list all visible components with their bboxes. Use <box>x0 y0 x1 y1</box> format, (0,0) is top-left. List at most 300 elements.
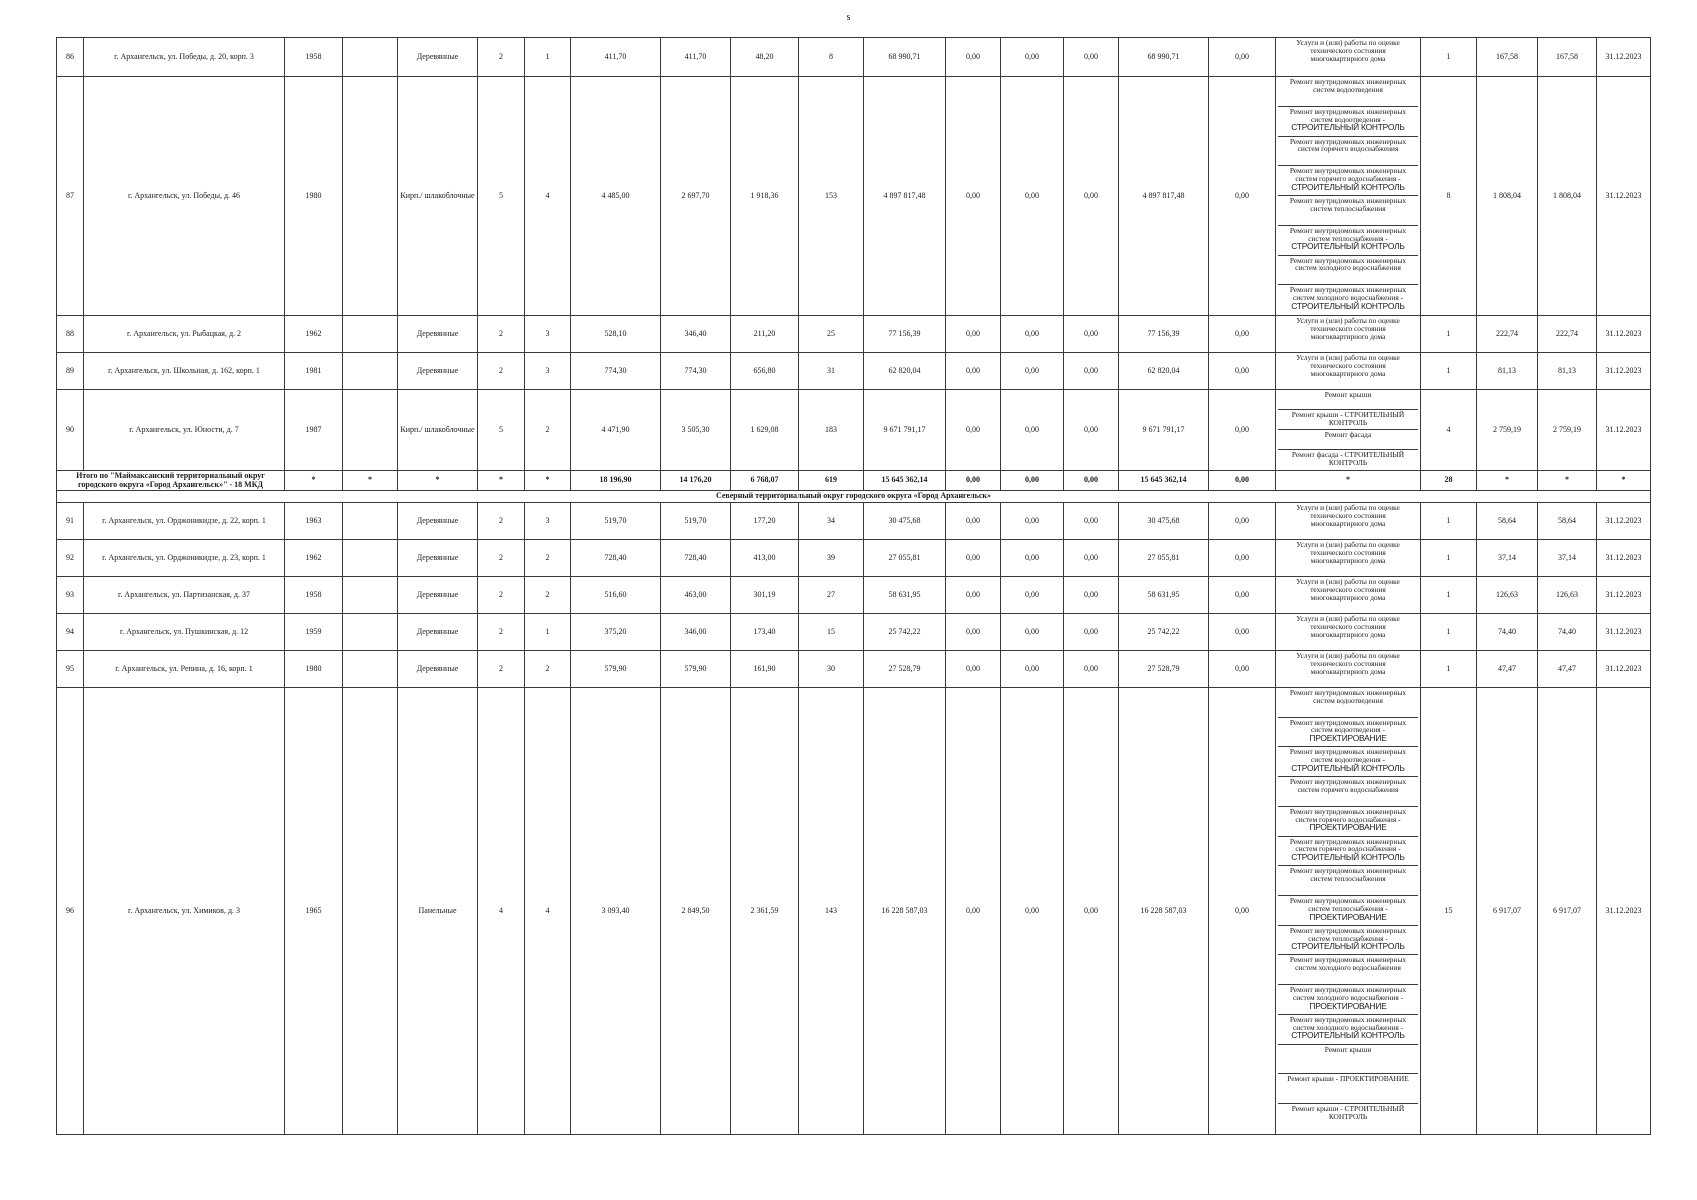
completion-date: 31.12.2023 <box>1597 577 1651 614</box>
completion-date: 31.12.2023 <box>1597 38 1651 77</box>
row-number: 89 <box>57 353 84 390</box>
unit-cost: 1 808,04 <box>1477 77 1538 316</box>
residents: 39 <box>799 540 864 577</box>
residents: 143 <box>799 688 864 1135</box>
table-row <box>57 353 1651 390</box>
total-entrances: * <box>525 471 571 491</box>
entrances: 2 <box>525 577 571 614</box>
work-item <box>1278 285 1418 315</box>
work-item-text: Ремонт внутридомовых инженерных систем теплоснабжения - <box>1289 925 1407 943</box>
work-item <box>1278 166 1418 196</box>
completion-date: 31.12.2023 <box>1597 614 1651 651</box>
col-4 <box>343 651 398 688</box>
work-item-text: Ремонт внутридомовых инженерных систем холодного водоснабжения <box>1289 255 1407 273</box>
col-4 <box>343 77 398 316</box>
living-area: 2 697,70 <box>661 77 731 316</box>
work-item-text: Ремонт внутридомовых инженерных систем горячего водоснабжения <box>1289 136 1407 154</box>
max-unit-cost: 74,40 <box>1538 614 1597 651</box>
work-item <box>1278 353 1418 389</box>
work-item-text: Ремонт внутридомовых инженерных систем теплоснабжения <box>1289 196 1407 213</box>
owned-area: 656,80 <box>731 353 799 390</box>
max-unit-cost: 167,58 <box>1538 38 1597 77</box>
total-area: 528,10 <box>571 316 661 353</box>
floors: 2 <box>478 353 525 390</box>
section-row <box>57 491 1651 503</box>
section-title: Северный территориальный округ городского округа «Город Архангельск» <box>57 491 1651 503</box>
total-living-area: 14 176,20 <box>661 471 731 491</box>
total-fund-2: 0,00 <box>1001 471 1064 491</box>
fund-2: 0,00 <box>1001 577 1064 614</box>
severny-district-rows <box>57 503 1651 1135</box>
work-item <box>1278 196 1418 226</box>
fund-1: 0,00 <box>946 540 1001 577</box>
floors: 5 <box>478 77 525 316</box>
fund-4: 62 820,04 <box>1119 353 1209 390</box>
col-4 <box>343 540 398 577</box>
work-item-stage: СТРОИТЕЛЬНЫЙ КОНТРОЛЬ <box>1291 852 1405 863</box>
repair-cost: 27 055,81 <box>864 540 946 577</box>
work-item <box>1278 688 1418 718</box>
wall-material: Деревянные <box>398 316 478 353</box>
fund-2: 0,00 <box>1001 651 1064 688</box>
work-item <box>1278 540 1418 576</box>
owned-area: 1 629,08 <box>731 390 799 471</box>
completion-date: 31.12.2023 <box>1597 353 1651 390</box>
total-area: 579,90 <box>571 651 661 688</box>
col-4 <box>343 353 398 390</box>
table-row <box>57 651 1651 688</box>
fund-1: 0,00 <box>946 353 1001 390</box>
total-qty: 28 <box>1421 471 1477 491</box>
build-year: 1980 <box>285 77 343 316</box>
work-item <box>1278 410 1418 430</box>
build-year: 1980 <box>285 651 343 688</box>
work-count: 1 <box>1421 651 1477 688</box>
work-item-text: Ремонт крыши - СТРОИТЕЛЬНЫЙ КОНТРОЛЬ <box>1291 410 1405 427</box>
fund-4: 27 055,81 <box>1119 540 1209 577</box>
owned-area: 48,20 <box>731 38 799 77</box>
work-item <box>1278 226 1418 256</box>
fund-5: 0,00 <box>1209 316 1276 353</box>
residents: 31 <box>799 353 864 390</box>
col-4 <box>343 390 398 471</box>
total-material: * <box>398 471 478 491</box>
capital-repair-register-table <box>56 37 1651 1135</box>
fund-1: 0,00 <box>946 38 1001 77</box>
total-owned-area: 6 768,07 <box>731 471 799 491</box>
work-types <box>1276 540 1421 577</box>
total-row <box>57 471 1651 491</box>
owned-area: 1 918,36 <box>731 77 799 316</box>
work-item-text: Ремонт внутридомовых инженерных систем водоотведения - <box>1289 747 1407 765</box>
fund-2: 0,00 <box>1001 614 1064 651</box>
completion-date: 31.12.2023 <box>1597 503 1651 540</box>
row-number: 86 <box>57 38 84 77</box>
max-unit-cost: 1 808,04 <box>1538 77 1597 316</box>
fund-4: 58 631,95 <box>1119 577 1209 614</box>
floors: 2 <box>478 503 525 540</box>
owned-area: 301,19 <box>731 577 799 614</box>
work-item-text: Ремонт внутридомовых инженерных систем холодного водоснабжения - <box>1289 1014 1407 1032</box>
entrances: 4 <box>525 688 571 1135</box>
page-mark: s <box>846 12 851 23</box>
fund-2: 0,00 <box>1001 503 1064 540</box>
wall-material: Панельные <box>398 688 478 1135</box>
address: г. Архангельск, ул. Победы, д. 20, корп. 3 <box>84 38 285 77</box>
floors: 5 <box>478 390 525 471</box>
total-col4: * <box>343 471 398 491</box>
work-item-stage: ПРОЕКТИРОВАНИЕ <box>1309 1000 1387 1011</box>
work-item <box>1278 1015 1418 1045</box>
fund-3: 0,00 <box>1064 77 1119 316</box>
residents: 15 <box>799 614 864 651</box>
build-year: 1963 <box>285 503 343 540</box>
fund-4: 25 742,22 <box>1119 614 1209 651</box>
work-count: 1 <box>1421 540 1477 577</box>
work-item-text: Ремонт внутридомовых инженерных систем холодного водоснабжения <box>1289 955 1407 973</box>
work-item-text: Услуги и (или) работы по оценке технического состояния многоквартирного дома <box>1296 316 1400 341</box>
total-area: 728,40 <box>571 540 661 577</box>
repair-cost: 30 475,68 <box>864 503 946 540</box>
wall-material: Кирп./ шлакоблочные <box>398 390 478 471</box>
work-types <box>1276 651 1421 688</box>
total-work: * <box>1276 471 1421 491</box>
floors: 2 <box>478 577 525 614</box>
work-count: 1 <box>1421 38 1477 77</box>
work-types <box>1276 503 1421 540</box>
max-unit-cost: 222,74 <box>1538 316 1597 353</box>
fund-5: 0,00 <box>1209 503 1276 540</box>
living-area: 463,00 <box>661 577 731 614</box>
work-item <box>1278 430 1418 450</box>
table-row <box>57 688 1651 1135</box>
max-unit-cost: 2 759,19 <box>1538 390 1597 471</box>
entrances: 2 <box>525 390 571 471</box>
fund-5: 0,00 <box>1209 353 1276 390</box>
work-item-text: Ремонт внутридомовых инженерных систем теплоснабжения <box>1289 866 1407 884</box>
work-types <box>1276 577 1421 614</box>
fund-1: 0,00 <box>946 390 1001 471</box>
table-row <box>57 390 1651 471</box>
fund-3: 0,00 <box>1064 503 1119 540</box>
owned-area: 161,90 <box>731 651 799 688</box>
wall-material: Кирп./ шлакоблочные <box>398 77 478 316</box>
work-item <box>1278 985 1418 1015</box>
build-year: 1962 <box>285 540 343 577</box>
total-area: 18 196,90 <box>571 471 661 491</box>
table-row <box>57 316 1651 353</box>
residents: 34 <box>799 503 864 540</box>
entrances: 3 <box>525 353 571 390</box>
wall-material: Деревянные <box>398 503 478 540</box>
repair-cost: 68 990,71 <box>864 38 946 77</box>
col-4 <box>343 688 398 1135</box>
fund-1: 0,00 <box>946 651 1001 688</box>
fund-5: 0,00 <box>1209 390 1276 471</box>
owned-area: 2 361,59 <box>731 688 799 1135</box>
fund-2: 0,00 <box>1001 540 1064 577</box>
living-area: 2 849,50 <box>661 688 731 1135</box>
living-area: 346,00 <box>661 614 731 651</box>
repair-cost: 58 631,95 <box>864 577 946 614</box>
living-area: 774,30 <box>661 353 731 390</box>
fund-2: 0,00 <box>1001 77 1064 316</box>
work-types <box>1276 390 1421 471</box>
row-number: 95 <box>57 651 84 688</box>
row-number: 90 <box>57 390 84 471</box>
table-row <box>57 540 1651 577</box>
address: г. Архангельск, ул. Репина, д. 16, корп. 1 <box>84 651 285 688</box>
work-item-text: Услуги и (или) работы по оценке технического состояния многоквартирного дома <box>1296 614 1400 639</box>
work-item-stage: СТРОИТЕЛЬНЫЙ КОНТРОЛЬ <box>1291 762 1405 773</box>
work-item-text: Ремонт внутридомовых инженерных систем теплоснабжения - <box>1289 225 1407 243</box>
completion-date: 31.12.2023 <box>1597 77 1651 316</box>
work-item <box>1278 866 1418 896</box>
entrances: 1 <box>525 38 571 77</box>
fund-2: 0,00 <box>1001 38 1064 77</box>
repair-cost: 27 528,79 <box>864 651 946 688</box>
floors: 2 <box>478 38 525 77</box>
fund-3: 0,00 <box>1064 688 1119 1135</box>
repair-cost: 77 156,39 <box>864 316 946 353</box>
fund-4: 30 475,68 <box>1119 503 1209 540</box>
row-number: 92 <box>57 540 84 577</box>
fund-5: 0,00 <box>1209 38 1276 77</box>
total-area: 519,70 <box>571 503 661 540</box>
max-unit-cost: 37,14 <box>1538 540 1597 577</box>
col-4 <box>343 316 398 353</box>
total-fund-3: 0,00 <box>1064 471 1119 491</box>
work-item <box>1278 1074 1418 1104</box>
work-types <box>1276 353 1421 390</box>
fund-5: 0,00 <box>1209 77 1276 316</box>
unit-cost: 58,64 <box>1477 503 1538 540</box>
work-item-stage: СТРОИТЕЛЬНЫЙ КОНТРОЛЬ <box>1291 241 1405 252</box>
fund-2: 0,00 <box>1001 316 1064 353</box>
total-cost: 15 645 362,14 <box>864 471 946 491</box>
fund-2: 0,00 <box>1001 390 1064 471</box>
row-number: 93 <box>57 577 84 614</box>
fund-3: 0,00 <box>1064 577 1119 614</box>
build-year: 1959 <box>285 614 343 651</box>
entrances: 1 <box>525 614 571 651</box>
fund-3: 0,00 <box>1064 316 1119 353</box>
work-item-text: Ремонт внутридомовых инженерных систем теплоснабжения - <box>1289 896 1407 913</box>
owned-area: 413,00 <box>731 540 799 577</box>
floors: 2 <box>478 540 525 577</box>
wall-material: Деревянные <box>398 353 478 390</box>
work-item <box>1278 926 1418 956</box>
work-item <box>1278 896 1418 926</box>
work-item <box>1278 390 1418 410</box>
total-year: * <box>285 471 343 491</box>
total-area: 375,20 <box>571 614 661 651</box>
repair-cost: 16 228 587,03 <box>864 688 946 1135</box>
work-item <box>1278 256 1418 286</box>
total-floors: * <box>478 471 525 491</box>
fund-5: 0,00 <box>1209 688 1276 1135</box>
living-area: 728,40 <box>661 540 731 577</box>
work-count: 1 <box>1421 614 1477 651</box>
work-item-text: Ремонт внутридомовых инженерных систем горячего водоснабжения - <box>1289 166 1407 184</box>
table-row <box>57 614 1651 651</box>
build-year: 1965 <box>285 688 343 1135</box>
work-item-stage: ПРОЕКТИРОВАНИЕ <box>1309 822 1387 833</box>
row-number: 87 <box>57 77 84 316</box>
work-item <box>1278 1104 1418 1134</box>
address: г. Архангельск, ул. Партизанская, д. 37 <box>84 577 285 614</box>
work-count: 4 <box>1421 390 1477 471</box>
work-item <box>1278 107 1418 137</box>
entrances: 2 <box>525 540 571 577</box>
repair-cost: 9 671 791,17 <box>864 390 946 471</box>
work-item-text: Ремонт внутридомовых инженерных систем водоотведения <box>1289 688 1407 705</box>
row-number: 88 <box>57 316 84 353</box>
work-item <box>1278 955 1418 985</box>
fund-5: 0,00 <box>1209 540 1276 577</box>
work-item <box>1278 1045 1418 1075</box>
address: г. Архангельск, ул. Орджоникидзе, д. 23, корп. 1 <box>84 540 285 577</box>
residents: 25 <box>799 316 864 353</box>
owned-area: 173,40 <box>731 614 799 651</box>
unit-cost: 6 917,07 <box>1477 688 1538 1135</box>
total-fund-1: 0,00 <box>946 471 1001 491</box>
residents: 27 <box>799 577 864 614</box>
work-count: 8 <box>1421 77 1477 316</box>
build-year: 1962 <box>285 316 343 353</box>
total-label: Итого по "Маймаксанский территориальный округ городского округа «Город Архангельск»" - 18 МКД <box>57 471 285 491</box>
total-fund-4: 15 645 362,14 <box>1119 471 1209 491</box>
unit-cost: 47,47 <box>1477 651 1538 688</box>
address: г. Архангельск, ул. Школьная, д. 162, корп. 1 <box>84 353 285 390</box>
entrances: 3 <box>525 503 571 540</box>
fund-1: 0,00 <box>946 614 1001 651</box>
work-item-stage: СТРОИТЕЛЬНЫЙ КОНТРОЛЬ <box>1291 300 1405 311</box>
completion-date: 31.12.2023 <box>1597 651 1651 688</box>
work-item-text: Ремонт внутридомовых инженерных систем горячего водоснабжения - <box>1289 806 1407 824</box>
living-area: 579,90 <box>661 651 731 688</box>
unit-cost: 126,63 <box>1477 577 1538 614</box>
living-area: 411,70 <box>661 38 731 77</box>
work-item <box>1278 577 1418 613</box>
total-unit-cost: * <box>1477 471 1538 491</box>
address: г. Архангельск, ул. Юности, д. 7 <box>84 390 285 471</box>
work-item <box>1278 718 1418 748</box>
residents: 30 <box>799 651 864 688</box>
wall-material: Деревянные <box>398 38 478 77</box>
work-types <box>1276 316 1421 353</box>
work-item <box>1278 747 1418 777</box>
work-types <box>1276 688 1421 1135</box>
work-item-stage: ПРОЕКТИРОВАНИЕ <box>1309 733 1387 744</box>
floors: 2 <box>478 651 525 688</box>
max-unit-cost: 6 917,07 <box>1538 688 1597 1135</box>
total-area: 3 093,40 <box>571 688 661 1135</box>
fund-4: 27 528,79 <box>1119 651 1209 688</box>
fund-3: 0,00 <box>1064 614 1119 651</box>
fund-1: 0,00 <box>946 503 1001 540</box>
work-item-stage: СТРОИТЕЛЬНЫЙ КОНТРОЛЬ <box>1291 1030 1405 1041</box>
entrances: 3 <box>525 316 571 353</box>
owned-area: 177,20 <box>731 503 799 540</box>
col-4 <box>343 503 398 540</box>
work-item-text: Ремонт крыши <box>1324 1044 1372 1054</box>
work-item-text: Услуги и (или) работы по оценке технического состояния многоквартирного дома <box>1296 353 1400 378</box>
col-4 <box>343 614 398 651</box>
entrances: 2 <box>525 651 571 688</box>
work-item <box>1278 38 1418 76</box>
work-item-text: Услуги и (или) работы по оценке технического состояния многоквартирного дома <box>1296 651 1400 676</box>
fund-4: 9 671 791,17 <box>1119 390 1209 471</box>
max-unit-cost: 58,64 <box>1538 503 1597 540</box>
address: г. Архангельск, ул. Химиков, д. 3 <box>84 688 285 1135</box>
floors: 4 <box>478 688 525 1135</box>
fund-3: 0,00 <box>1064 38 1119 77</box>
completion-date: 31.12.2023 <box>1597 540 1651 577</box>
row-number: 91 <box>57 503 84 540</box>
build-year: 1958 <box>285 577 343 614</box>
total-residents: 619 <box>799 471 864 491</box>
table-row <box>57 77 1651 316</box>
fund-4: 77 156,39 <box>1119 316 1209 353</box>
total-area: 4 471,90 <box>571 390 661 471</box>
work-item <box>1278 614 1418 650</box>
unit-cost: 222,74 <box>1477 316 1538 353</box>
living-area: 519,70 <box>661 503 731 540</box>
col-4 <box>343 38 398 77</box>
total-max-cost: * <box>1538 471 1597 491</box>
row-number: 94 <box>57 614 84 651</box>
total-date: * <box>1597 471 1651 491</box>
address: г. Архангельск, ул. Рыбацкая, д. 2 <box>84 316 285 353</box>
floors: 2 <box>478 614 525 651</box>
fund-3: 0,00 <box>1064 540 1119 577</box>
total-area: 4 485,00 <box>571 77 661 316</box>
fund-2: 0,00 <box>1001 688 1064 1135</box>
fund-3: 0,00 <box>1064 651 1119 688</box>
table-row <box>57 38 1651 77</box>
table-row <box>57 577 1651 614</box>
row-number: 96 <box>57 688 84 1135</box>
build-year: 1987 <box>285 390 343 471</box>
work-item-text: Ремонт внутридомовых инженерных систем горячего водоснабжения <box>1289 777 1407 794</box>
work-item-text: Услуги и (или) работы по оценке технического состояния многоквартирного дома <box>1296 503 1400 528</box>
col-4 <box>343 577 398 614</box>
max-unit-cost: 81,13 <box>1538 353 1597 390</box>
district-total <box>57 471 1651 503</box>
fund-5: 0,00 <box>1209 577 1276 614</box>
address: г. Архангельск, ул. Победы, д. 46 <box>84 77 285 316</box>
work-item-stage: СТРОИТЕЛЬНЫЙ КОНТРОЛЬ <box>1291 122 1405 133</box>
total-fund-5: 0,00 <box>1209 471 1276 491</box>
fund-4: 16 228 587,03 <box>1119 688 1209 1135</box>
floors: 2 <box>478 316 525 353</box>
fund-4: 68 990,71 <box>1119 38 1209 77</box>
work-item-text: Ремонт крыши <box>1324 390 1372 399</box>
address: г. Архангельск, ул. Пушкинская, д. 12 <box>84 614 285 651</box>
completion-date: 31.12.2023 <box>1597 688 1651 1135</box>
residents: 153 <box>799 77 864 316</box>
fund-1: 0,00 <box>946 316 1001 353</box>
fund-3: 0,00 <box>1064 390 1119 471</box>
work-item-text: Ремонт фасада - СТРОИТЕЛЬНЫЙ КОНТРОЛЬ <box>1291 450 1405 467</box>
work-item <box>1278 777 1418 807</box>
work-item-stage: СТРОИТЕЛЬНЫЙ КОНТРОЛЬ <box>1291 181 1405 192</box>
work-item-stage: ПРОЕКТИРОВАНИЕ <box>1309 911 1387 922</box>
unit-cost: 81,13 <box>1477 353 1538 390</box>
work-item-text: Услуги и (или) работы по оценке технического состояния многоквартирного дома <box>1296 577 1400 602</box>
work-item <box>1278 807 1418 837</box>
